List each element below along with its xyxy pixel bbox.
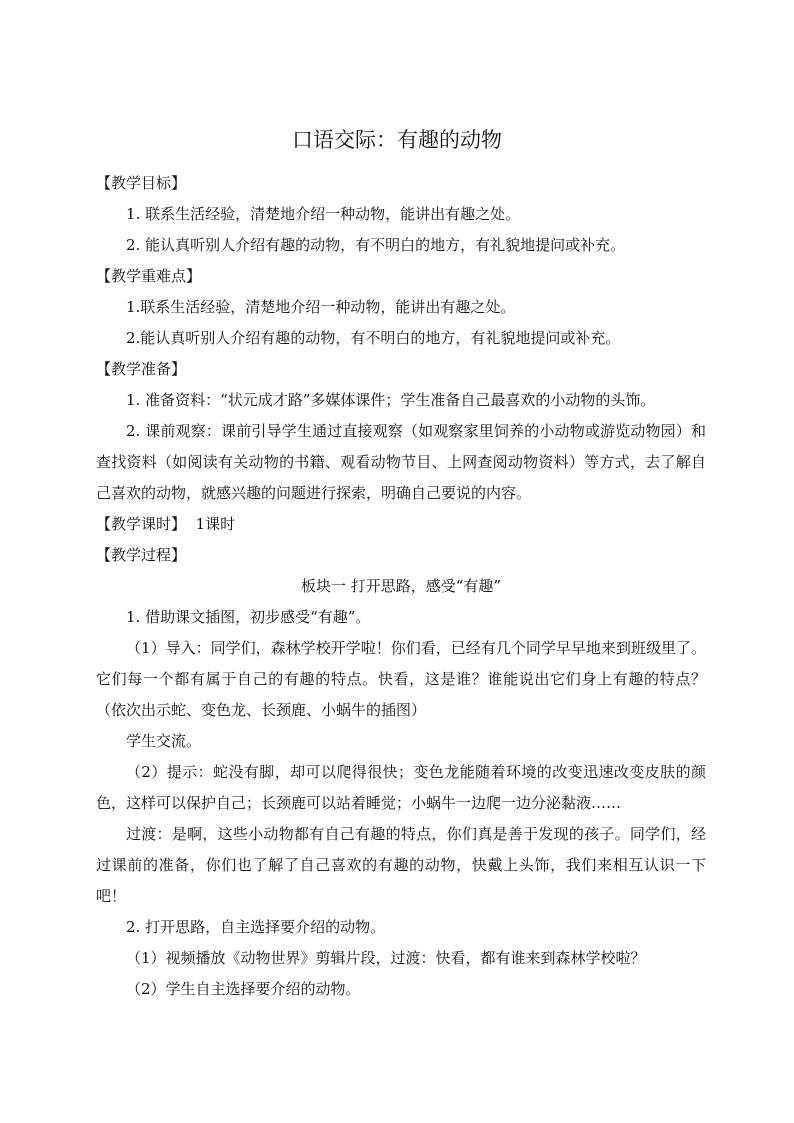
process-item-4: （2）提示：蛇没有脚，却可以爬得很快；变色龙能随着环境的改变迅速改变皮肤的颜色，这样可以保护自己；长颈鹿可以站着睡觉；小蜗牛一边爬一边分泌黏液…… (96, 763, 706, 812)
process-item-1: 1. 借助课文插图，初步感受“有趣”。 (126, 608, 371, 626)
section-heading-key-points: 【教学重难点】 (96, 267, 202, 285)
section-heading-preparation: 【教学准备】 (96, 360, 187, 378)
goal-item-2: 2. 能认真听别人介绍有趣的动物，有不明白的地方，有礼貌地提问或补充。 (126, 236, 626, 254)
process-item-2: （1）导入：同学们，森林学校开学啦！你们看，已经有几个同学早早地来到班级里了。它们每一个都有属于自己的有趣的特点。快看，这是谁？谁能说出它们身上有趣的特点？（依次出示蛇、变色龙、长颈鹿、小蜗牛的插图） (96, 639, 706, 719)
key-point-item-2: 2.能认真听别人介绍有趣的动物，有不明白的地方，有礼貌地提问或补充。 (126, 329, 621, 347)
document-body (96, 168, 706, 1005)
section-heading-process: 【教学过程】 (96, 546, 187, 564)
document-title: 口语交际：有趣的动物 (292, 128, 502, 152)
process-item-5: 过渡：是啊，这些小动物都有自己有趣的特点，你们真是善于发现的孩子。同学们，经过课前的准备，你们也了解了自己喜欢的有趣的动物，快戴上头饰，我们来相互认识一下吧！ (96, 825, 706, 905)
process-block-title: 板块一 打开思路，感受“有趣” (300, 577, 502, 595)
class-hours-row (96, 509, 706, 540)
preparation-item-2: 2. 课前观察：课前引导学生通过直接观察（如观察家里饲养的小动物或游览动物园）和查找资料（如阅读有关动物的书籍、观看动物节目、上网查阅动物资料）等方式，去了解自己喜欢的动物，就感兴趣的问题进行探索，明确自己要说的内容。 (96, 422, 706, 502)
class-hours-value: 1课时 (195, 515, 236, 533)
preparation-item-1: 1. 准备资料：“状元成才路”多媒体课件；学生准备自己最喜欢的小动物的头饰。 (126, 391, 656, 409)
process-item-7: （1）视频播放《动物世界》剪辑片段，过渡：快看，都有谁来到森林学校啦？ (126, 949, 646, 967)
process-item-3: 学生交流。 (126, 732, 202, 750)
process-item-8: （2）学生自主选择要介绍的动物。 (126, 980, 361, 998)
process-item-6: 2. 打开思路，自主选择要介绍的动物。 (126, 918, 386, 936)
key-point-item-1: 1.联系生活经验，清楚地介绍一种动物，能讲出有趣之处。 (126, 298, 516, 316)
section-heading-class-hours: 【教学课时】 (96, 515, 187, 533)
section-heading-goals: 【教学目标】 (96, 174, 187, 192)
goal-item-1: 1. 联系生活经验，清楚地介绍一种动物，能讲出有趣之处。 (126, 205, 521, 223)
